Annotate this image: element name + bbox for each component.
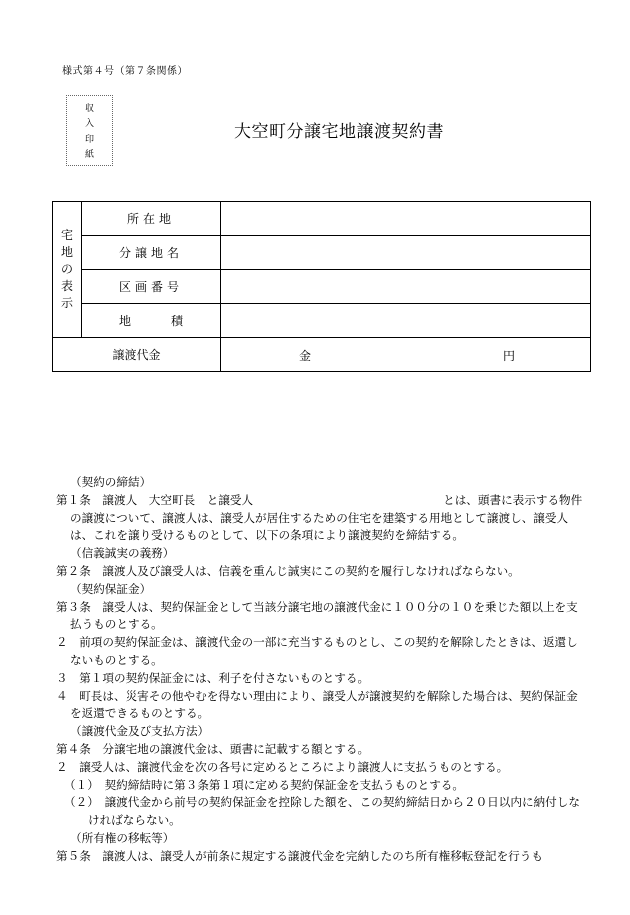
price-suffix: 円	[503, 349, 516, 363]
property-table	[52, 201, 591, 372]
clause-article: ２ 譲受人は、譲渡代金を次の各号に定めるところにより譲渡人に支払うものとする。	[56, 759, 509, 774]
property-group-label: 宅 地 の 表 示	[53, 202, 82, 338]
stamp-char: 収	[84, 104, 94, 115]
clause-article: 第３条 譲受人は、契約保証金として当該分譲宅地の譲渡代金に１００分の１０を乗じた額以上を支払うものとする。	[56, 599, 578, 632]
location-label: 所在地	[82, 202, 221, 236]
stamp-char: 紙	[84, 149, 94, 160]
clause-caption: （所有権の移転等）	[70, 830, 175, 845]
contract-body	[56, 474, 588, 866]
clause-article: ４ 町長は、災害その他やむを得ない理由により、譲受人が譲渡契約を解除した場合は、契約保証金を返還できるものとする。	[56, 688, 578, 721]
document-title: 大空町分譲宅地譲渡契約書	[234, 122, 444, 142]
clause-article: ２ 前項の契約保証金は、譲渡代金の一部に充当するものとし、この契約を解除したときは、返還しないものとする。	[56, 635, 578, 667]
area-label: 地 積	[82, 304, 221, 338]
stamp-char: 入	[84, 119, 94, 130]
price-label: 譲渡代金	[53, 338, 221, 372]
clause-article: ３ 第１項の契約保証金には、利子を付さないものとする。	[56, 670, 370, 685]
clause-caption: （契約保証金）	[70, 581, 152, 596]
clause-item: （１） 契約締結時に第３条第１項に定める契約保証金を支払うものとする。	[64, 777, 464, 792]
lot-number-value	[221, 270, 591, 304]
price-value	[221, 338, 591, 372]
revenue-stamp-box	[66, 95, 113, 166]
clause-article	[56, 492, 588, 545]
clause-caption: （契約の締結）	[70, 475, 152, 489]
clause-article: 第５条 譲渡人は、譲受人が前条に規定する譲渡代金を完納したのち所有権移転登記を行うも	[56, 848, 543, 863]
clause-article: 第２条 譲渡人及び譲受人は、信義を重んじ誠実にこの契約を履行しなければならない。	[56, 563, 520, 578]
lot-number-label: 区画番号	[82, 270, 221, 304]
lot-name-label: 分譲地名	[82, 236, 221, 270]
lot-name-value	[221, 236, 591, 270]
stamp-char: 印	[84, 134, 94, 145]
clause-tail: とは、頭書に表示する物件の譲渡について、譲渡人は、譲受人が居住するための住宅を建築する用地として譲渡し、譲受人は、これを譲り受けるものとして、以下の条項により譲渡契約を締結する。	[70, 492, 583, 543]
area-value	[221, 304, 591, 338]
clause-head: 第１条 譲渡人 大空町長 と譲受人	[56, 492, 254, 507]
form-number: 様式第４号（第７条関係）	[62, 66, 188, 77]
clause-item: （２） 譲渡代金から前号の契約保証金を控除した額を、この契約締結日から２０日以内に納付しなければならない。	[64, 795, 580, 828]
clause-caption: （譲渡代金及び支払方法）	[70, 724, 210, 739]
location-value	[221, 202, 591, 236]
price-prefix: 金	[299, 349, 312, 363]
clause-article: 第４条 分譲宅地の譲渡代金は、頭書に記載する額とする。	[56, 741, 370, 756]
clause-caption: （信義誠実の義務）	[70, 546, 175, 561]
